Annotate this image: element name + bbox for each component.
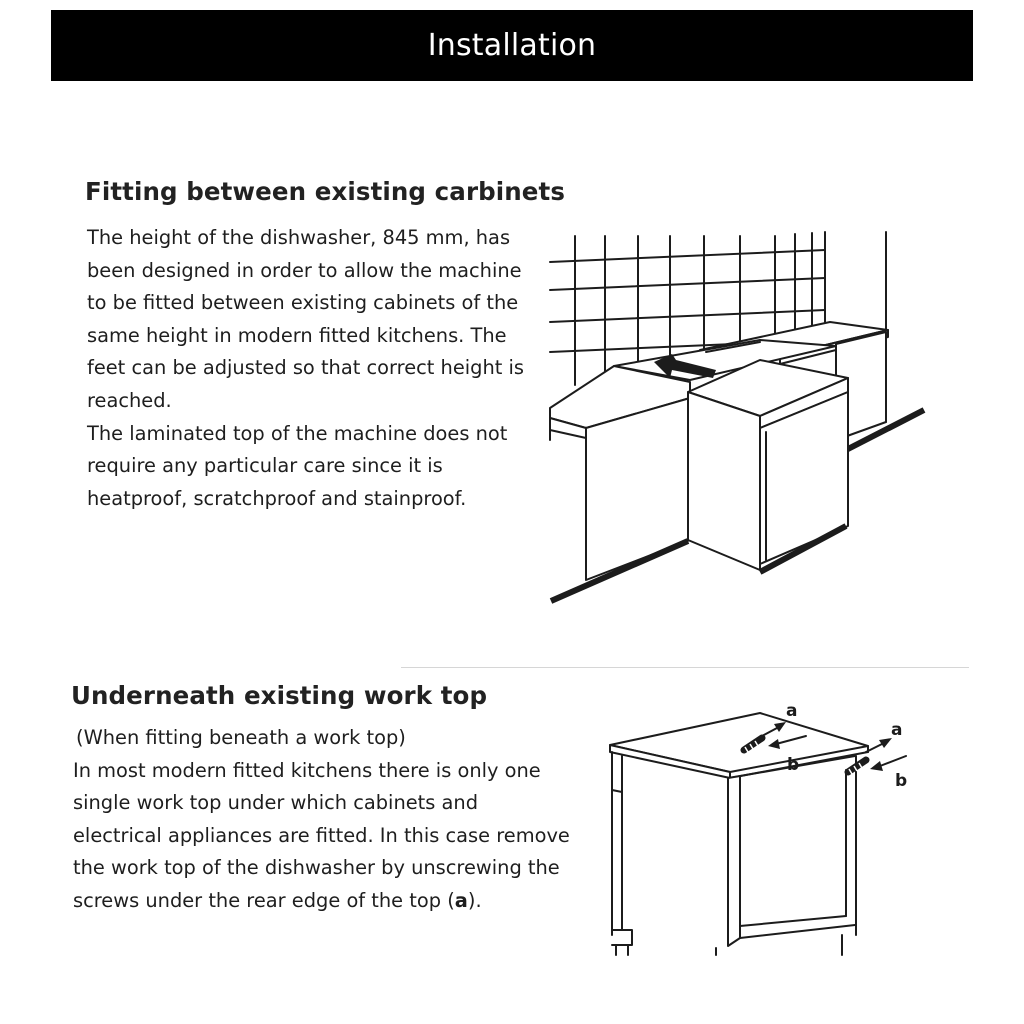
section-subtitle: (When fitting beneath a work top) (76, 726, 406, 749)
arrow-b-right-icon (870, 756, 906, 771)
worktop-removal-illustration (600, 700, 930, 960)
body-line: heatproof, scratchproof and stainproof. (87, 486, 467, 510)
body-line: been designed in order to allow the machine (87, 258, 522, 282)
body-line: In most modern fitted kitchens there is only one (73, 758, 541, 782)
body-line: The height of the dishwasher, 845 mm, has (87, 226, 511, 249)
section-body-fitting (87, 222, 537, 515)
kitchen-fitting-illustration (540, 225, 940, 615)
body-line: The laminated top of the machine does not (87, 421, 508, 445)
label-a-left: a (786, 701, 798, 721)
page-title: Installation (427, 28, 597, 63)
body-line: to be fitted between existing cabinets of the (87, 291, 519, 315)
body-line: single work top under which cabinets and (73, 791, 479, 815)
section-divider (401, 667, 969, 668)
body-line: same height in modern fitted kitchens. The (87, 323, 507, 347)
arrow-a-right-icon (866, 738, 892, 752)
body-line: the work top of the dishwasher by unscrewing the (73, 856, 560, 880)
body-line: feet can be adjusted so that correct height is (87, 356, 525, 380)
header-bar (51, 10, 973, 81)
dishwasher (688, 360, 848, 572)
label-a-right: a (891, 720, 903, 740)
section-body-underneath (73, 722, 573, 918)
section-title-underneath: Underneath existing work top (71, 681, 488, 710)
body-line: reached. (87, 388, 172, 412)
body-line: require any particular care since it is (87, 454, 443, 478)
label-b-left: b (787, 755, 800, 775)
section-title-fitting: Fitting between existing carbinets (85, 177, 566, 206)
left-cabinet (550, 366, 690, 601)
label-b-right: b (895, 771, 908, 791)
screw-label-ref: a (454, 888, 468, 912)
dishwasher-frame (610, 713, 868, 955)
body-line-last: screws under the rear edge of the top (a). (73, 888, 482, 912)
body-line: electrical appliances are fitted. In this case remove (73, 823, 570, 847)
